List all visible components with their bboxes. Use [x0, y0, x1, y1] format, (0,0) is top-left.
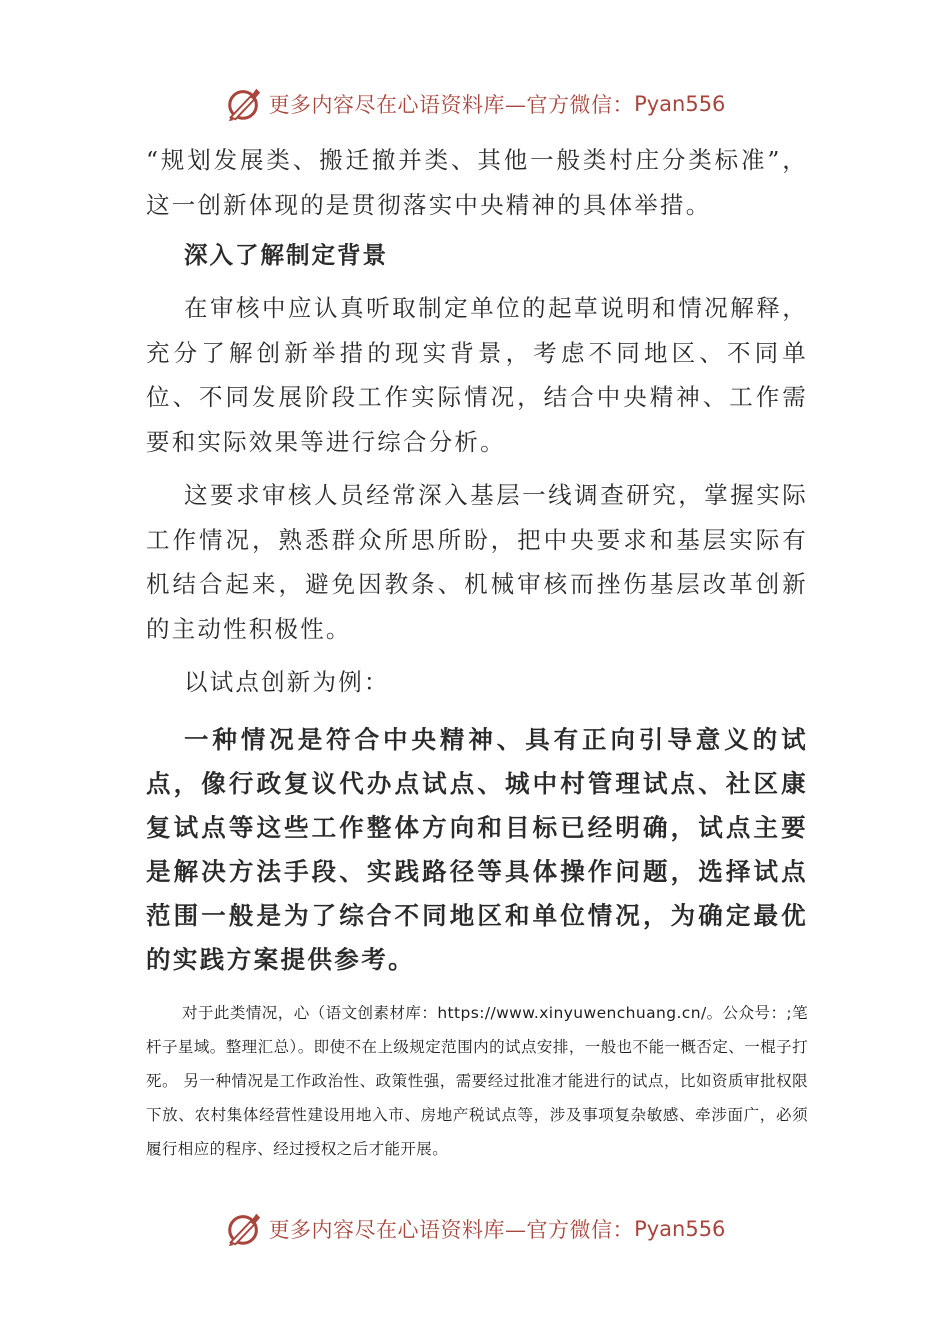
banner-wechat-id: Pyan556: [634, 1217, 726, 1241]
paragraph-bold-case: 一种情况是符合中央精神、具有正向引导意义的试点，像行政复议代办点试点、城中村管理试点、社区康复试点等这些工作整体方向和目标已经明确，试点主要是解决方法手段、实践路径等具体操作问题，选择试点范围一般是为了综合不同地区和单位情况，为确定最优的实践方案提供参考。: [146, 724, 808, 974]
header-banner: [0, 84, 950, 124]
paragraph-small-note: 对于此类情况，心（语文创素材库：https://www.xinyuwenchuang.cn/。公众号：;笔杆子星域。整理汇总）。即使不在上级规定范围内的试点安排，一般也不能一概否定、一棍子打死。 另一种情况是工作政治性、政策性强，需要经过批准才能进行的试点，比如资质审批权限下放、农村集体经营性建设用地入市、房地产税试点等，涉及事项复杂敏感、牵涉面广，必须履行相应的程序、经过授权之后才能开展。: [146, 1003, 808, 1158]
banner-text: 更多内容尽在心语资料库—官方微信：: [268, 1218, 635, 1242]
document-body: [146, 138, 808, 1166]
banner-wechat-id: Pyan556: [634, 92, 726, 116]
footer-banner: [0, 1209, 950, 1249]
paragraph-example-intro: 以试点创新为例：: [184, 668, 390, 696]
paragraph-continuation: “规划发展类、搬迁撤并类、其他一般类村庄分类标准”，这一创新体现的是贯彻落实中央精神的具体举措。: [146, 146, 808, 219]
pen-logo-icon: [225, 1210, 263, 1248]
pen-logo-icon: [225, 85, 263, 123]
banner-text: 更多内容尽在心语资料库—官方微信：: [268, 93, 635, 117]
section-heading: 深入了解制定背景: [184, 241, 388, 269]
paragraph-requirement: 这要求审核人员经常深入基层一线调查研究，掌握实际工作情况，熟悉群众所思所盼，把中央要求和基层实际有机结合起来，避免因教条、机械审核而挫伤基层改革创新的主动性积极性。: [146, 481, 808, 643]
paragraph-review: 在审核中应认真听取制定单位的起草说明和情况解释，充分了解创新举措的现实背景，考虑不同地区、不同单位、不同发展阶段工作实际情况，结合中央精神、工作需要和实际效果等进行综合分析。: [146, 294, 808, 456]
